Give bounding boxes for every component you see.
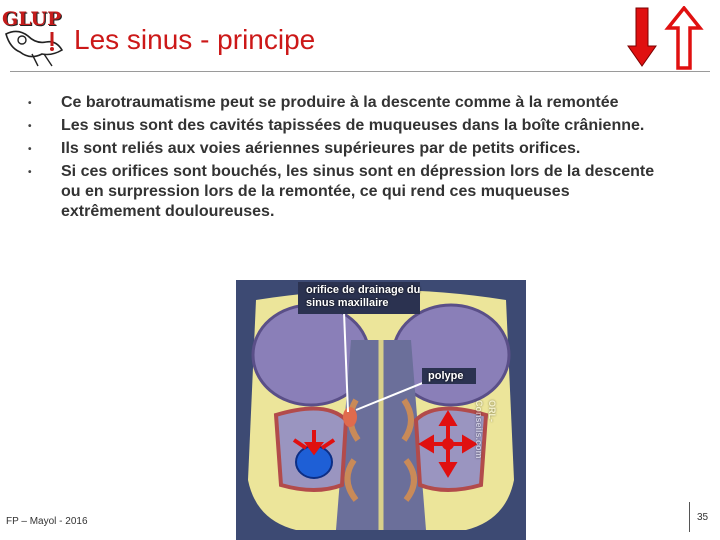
diver-logo-icon bbox=[2, 26, 66, 70]
pressure-arrows-icon bbox=[626, 6, 708, 70]
watermark: ORL-Conseils.com bbox=[474, 400, 497, 459]
glup-logo bbox=[2, 8, 66, 70]
up-arrow-icon bbox=[668, 8, 700, 68]
down-arrow-icon bbox=[628, 8, 656, 66]
polype-label: polype bbox=[428, 370, 464, 382]
bullet-item: • Les sinus sont des cavités tapissées de muqueuses dans la boîte crânienne. bbox=[28, 117, 645, 134]
bullet-item: • Ils sont reliés aux voies aériennes supérieures par de petits orifices. bbox=[28, 140, 581, 157]
logo-text: GLUP bbox=[2, 8, 62, 30]
bullet-item: • Ce barotraumatisme peut se produire à la descente comme à la remontée bbox=[28, 94, 619, 111]
title-divider bbox=[10, 71, 710, 72]
drainage-label: orifice de drainage du sinus maxillaire bbox=[306, 284, 421, 309]
sinus-diagram bbox=[236, 280, 526, 540]
bullet-item: • Si ces orifices sont bouchés, les sinus sont en dépression lors de la descente ou en surpression lors de la remontée, ce qui rend ces muqueuses extrêmement douloureuses. bbox=[28, 163, 655, 220]
page-number: 35 bbox=[697, 512, 709, 523]
bullet-list bbox=[22, 93, 662, 225]
page-number-divider bbox=[689, 502, 690, 532]
footer-credit: FP – Mayol - 2016 bbox=[6, 516, 88, 527]
slide-title: Les sinus - principe bbox=[74, 24, 316, 55]
